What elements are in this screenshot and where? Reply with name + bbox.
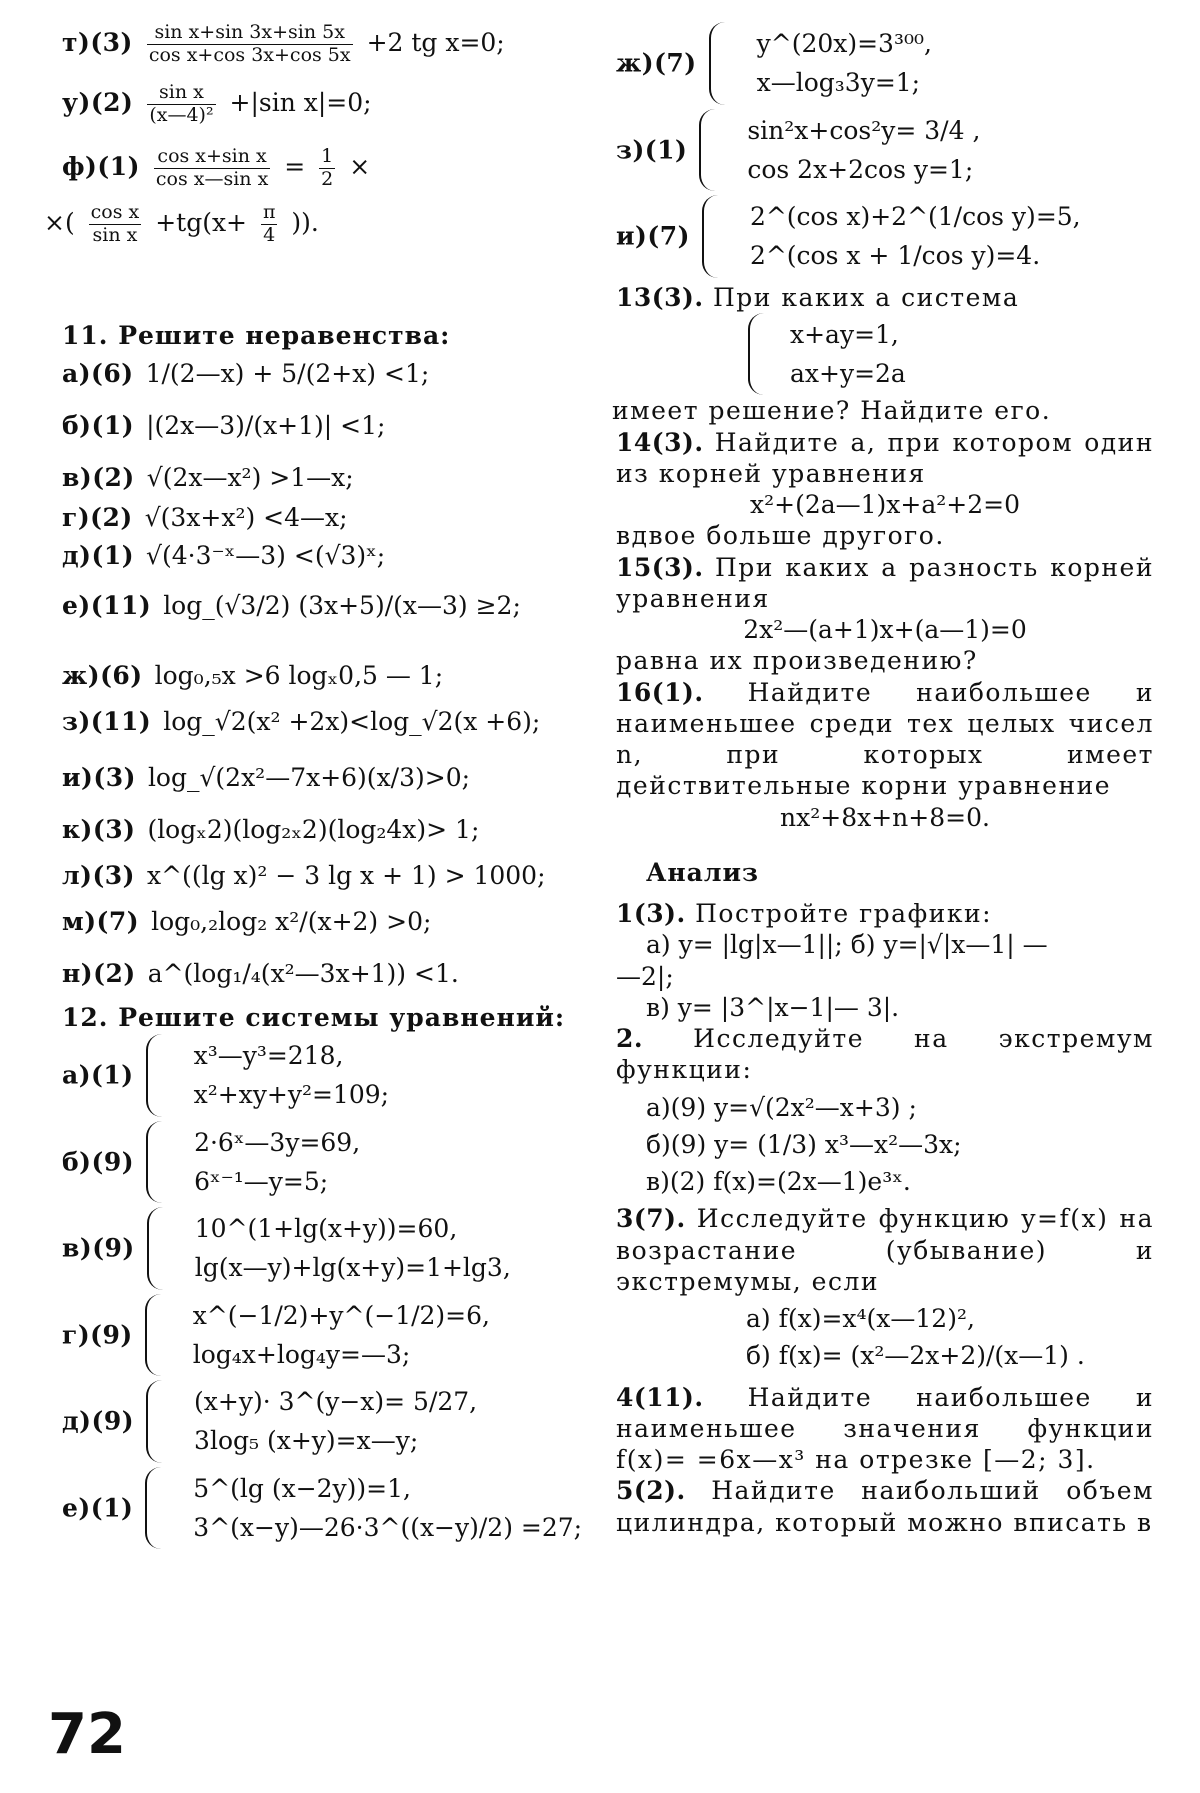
ex11-list: [62, 358, 602, 1002]
analysis-1-b: —2|;: [616, 961, 674, 991]
ex11-item: [62, 906, 602, 958]
item-label: з)(1): [616, 135, 688, 165]
expression: log_(√3/2) (3x+5)/(x—3) ≥2;: [163, 591, 521, 620]
expression: 1/(2—x) + 5/(2+x) <1;: [145, 359, 430, 388]
item-label: ф)(1): [62, 151, 140, 181]
ex12-item: [62, 1207, 602, 1290]
expression: √(4·3⁻ˣ—3) <(√3)ˣ;: [146, 541, 386, 570]
analysis-4: [616, 1382, 1154, 1476]
ex12-continuation-list: [616, 22, 1154, 278]
fraction: [89, 202, 142, 247]
ex11-item: [62, 590, 602, 660]
ex14: [616, 427, 1154, 490]
exercise-number: 4(11).: [616, 1382, 704, 1412]
expression: x^((lg x)² − 3 lg x + 1) > 1000;: [147, 861, 546, 890]
expression: √(2x—x²) >1—x;: [146, 463, 354, 492]
exercise-number: 2.: [616, 1024, 644, 1053]
exercise-number: 16(1).: [616, 677, 704, 707]
numerator: cos x: [90, 201, 140, 223]
denominator: 4: [263, 223, 276, 246]
exercise-number: 1(3).: [616, 899, 686, 928]
ex16: [616, 677, 1154, 802]
item-label: а)(1): [62, 1060, 134, 1090]
expression: (logₓ2)(log₂ₓ2)(log₂4x)> 1;: [147, 815, 480, 844]
exercise-number: 14(3).: [616, 427, 704, 457]
numerator: sin x+sin 3x+sin 5x: [147, 22, 353, 45]
ex11-item: [62, 410, 602, 462]
denominator: cos x+cos 3x+cos 5x: [148, 43, 351, 66]
denominator: (x—4)²: [149, 103, 214, 126]
equation: 10^(1+lg(x+y))=60,: [194, 1214, 458, 1243]
numerator: 1: [321, 145, 334, 167]
analysis-3-a: а) f(x)=x⁴(x—12)²,: [746, 1304, 975, 1333]
exercise-text: При каких a система: [713, 282, 1020, 312]
exercise-text: При каких a разность корней уравнения: [616, 552, 1154, 613]
analysis-1: [616, 898, 1154, 929]
item-label: в)(2): [62, 463, 135, 492]
ex12-item: [62, 1121, 602, 1204]
ex11-item: [62, 358, 602, 410]
equation-system: [145, 1467, 582, 1550]
fraction: [147, 22, 353, 67]
right-column: [612, 22, 1155, 1538]
exercise-text: Найдите наибольший объем цилиндра, который можно вписать в: [616, 1476, 1154, 1537]
ex11-item: [62, 762, 602, 814]
equation: ax+y=2a: [790, 359, 906, 388]
ex12-item: [616, 195, 1154, 278]
equals-sign: =: [284, 151, 306, 181]
equation: 2^(cos x + 1/cos y)=4.: [749, 241, 1041, 271]
equation-system: [146, 1121, 360, 1204]
item-label: и)(7): [616, 221, 690, 251]
equation: y^(20x)=3³⁰⁰,: [756, 29, 932, 58]
analysis-3: [616, 1203, 1154, 1297]
equation: x+ay=1,: [790, 319, 899, 349]
exercise-number: 13(3).: [616, 282, 704, 312]
ex13: [616, 282, 1154, 313]
equation: x²+xy+y²=109;: [193, 1080, 390, 1110]
item-label: б)(9): [62, 1147, 135, 1177]
ex12-item: [62, 1380, 602, 1463]
item-label: б)(1): [62, 411, 135, 440]
ex12-list: [62, 1034, 602, 1549]
equation-system: [702, 195, 1081, 278]
ex11-item: [62, 860, 602, 906]
item-label: л)(3): [62, 861, 136, 890]
ex10-item-t: [62, 22, 602, 82]
ex16-equation: nx²+8x+n+8=0.: [780, 802, 990, 832]
ex13-after: имеет решение? Найдите его.: [612, 396, 1052, 426]
ex15-after: равна их произведению?: [616, 646, 978, 676]
equation-system: [699, 109, 980, 192]
numerator: cos x+sin x: [154, 146, 270, 169]
ex15-equation: 2x²—(a+1)x+(a—1)=0: [743, 615, 1027, 644]
item-label: к)(3): [62, 815, 136, 844]
ex15: [616, 552, 1154, 615]
exercise-text: Исследуйте функцию y=f(x) на возрастание (убывание) и экстремумы, если: [616, 1204, 1155, 1296]
numerator: sin x: [147, 82, 215, 105]
item-label: г)(9): [62, 1320, 133, 1350]
equation: lg(x—y)+lg(x+y)=1+lg3,: [194, 1253, 511, 1283]
equation-system: [709, 22, 932, 105]
denominator: 2: [321, 167, 334, 190]
ex10-item-u: [62, 82, 602, 146]
denominator: cos x—sin x: [155, 167, 269, 190]
item-label: и)(3): [62, 763, 136, 792]
expression: log_√2(x² +2x)<log_√2(x +6);: [163, 707, 541, 736]
times-sign: ×: [349, 151, 371, 181]
analysis-2-c: в)(2) f(x)=(2x—1)e³ˣ.: [646, 1167, 911, 1196]
equation: 2^(cos x)+2^(1/cos y)=5,: [749, 202, 1081, 231]
equation: 3^(x−y)—26·3^((x−y)/2) =27;: [193, 1512, 583, 1542]
expression-part: ×(: [44, 207, 75, 237]
item-label: у)(2): [62, 87, 134, 117]
ex12-item: [62, 1467, 602, 1550]
ex13-system: [736, 313, 1154, 396]
item-label: д)(1): [62, 541, 135, 570]
ex11-item: [62, 462, 602, 502]
item-label: а)(6): [62, 359, 134, 388]
exercise-number: 5(2).: [616, 1476, 686, 1506]
expression-tail: +|sin x|=0;: [229, 87, 372, 117]
item-label: м)(7): [62, 907, 140, 936]
equation: x^(−1/2)+y^(−1/2)=6,: [192, 1300, 490, 1330]
ex12-item: [62, 1294, 602, 1377]
exercise-text: Исследуйте на экстремум функции:: [616, 1024, 1154, 1085]
expression: a^(log₁/₄(x²—3x+1)) <1.: [147, 959, 459, 988]
equation: (x+y)· 3^(y−x)= 5/27,: [194, 1387, 478, 1416]
item-label: д)(9): [62, 1406, 135, 1436]
fraction: [261, 202, 278, 247]
expression-tail: +2 tg x=0;: [366, 27, 505, 57]
exercise-number: 15(3).: [616, 552, 704, 582]
equation-system: [145, 1294, 490, 1377]
analysis-2: [616, 1023, 1154, 1086]
equation: log₄x+log₄y=—3;: [192, 1339, 411, 1369]
expression: √(3x+x²) <4—x;: [144, 503, 348, 532]
ex11-item: [62, 660, 602, 706]
analysis-heading: Анализ: [646, 857, 759, 887]
ex11-item: [62, 814, 602, 860]
ex12-item: [62, 1034, 602, 1117]
ex11-item: [62, 706, 602, 762]
analysis-3-b: б) f(x)= (x²—2x+2)/(x—1) .: [746, 1341, 1085, 1371]
expression: log_√(2x²—7x+6)(x/3)>0;: [147, 763, 471, 792]
analysis-5: [616, 1475, 1154, 1538]
ex12-item: [616, 109, 1154, 192]
exercise-text: Найдите наибольшее и наименьшее среди тех целых чисел n, при которых имеет действительные корни уравнение: [616, 677, 1154, 801]
item-label: ж)(6): [62, 661, 143, 690]
equation: 2·6ˣ—3y=69,: [194, 1127, 361, 1157]
item-label: ж)(7): [616, 48, 697, 78]
ex14-equation: x²+(2a—1)x+a²+2=0: [750, 490, 1020, 519]
analysis-1-a: а) y= |lg|x—1||; б) y=|√|x—1| —: [646, 930, 1048, 960]
ex10-item-f: [62, 146, 602, 202]
exercise-number: 3(7).: [616, 1204, 686, 1234]
fraction: [319, 146, 335, 191]
expression-part: +tg(x+: [155, 207, 247, 237]
analysis-2-b: б)(9) y= (1/3) x³—x²—3x;: [646, 1129, 962, 1159]
page-number: 72: [48, 1702, 126, 1767]
expression: |(2x—3)/(x+1)| <1;: [146, 411, 386, 440]
numerator: π: [262, 201, 276, 223]
ex11-heading: 11. Решите неравенства:: [62, 321, 451, 350]
equation: x—log₃3y=1;: [756, 68, 921, 98]
equation: x³—y³=218,: [193, 1041, 344, 1070]
item-label: г)(2): [62, 503, 133, 532]
item-label: е)(11): [62, 591, 152, 620]
expression: log₀,₂log₂ x²/(x+2) >0;: [151, 907, 432, 936]
equation-system: [147, 1207, 511, 1290]
equation: sin²x+cos²y= 3/4 ,: [747, 115, 981, 145]
expression-part: )).: [291, 207, 319, 237]
left-column: [44, 21, 602, 1553]
expression: log₀,₅x >6 logₓ0,5 — 1;: [154, 661, 444, 690]
ex11-item: [62, 540, 602, 590]
denominator: sin x: [92, 223, 138, 246]
fraction: [147, 82, 215, 127]
ex14-after: вдвое больше другого.: [616, 521, 945, 551]
ex11-item: [62, 958, 602, 1002]
exercise-text: Постройте графики:: [695, 899, 993, 928]
analysis-2-a: а)(9) y=√(2x²—x+3) ;: [646, 1092, 917, 1122]
equation: 6ˣ⁻¹—y=5;: [194, 1166, 329, 1196]
ex12-item: [616, 22, 1154, 105]
equation-system: [146, 1034, 389, 1117]
exercise-text: Найдите a, при котором один из корней уравнения: [616, 427, 1154, 488]
ex10-item-f-continuation: [44, 202, 602, 312]
analysis-1-c: в) y= |3^|x−1|— 3|.: [646, 992, 900, 1022]
ex11-item: [62, 502, 602, 540]
item-label: е)(1): [62, 1493, 134, 1523]
item-label: т)(3): [62, 27, 133, 57]
exercise-text: Найдите наибольшее и наименьшее значения функции f(x)= =6x—x³ на отрезке [—2; 3].: [616, 1382, 1154, 1474]
equation: cos 2x+2cos y=1;: [747, 154, 974, 184]
equation: 3log₅ (x+y)=x—y;: [194, 1426, 419, 1456]
equation: 5^(lg (x−2y))=1,: [193, 1473, 411, 1503]
item-label: з)(11): [62, 707, 152, 736]
item-label: в)(9): [62, 1233, 135, 1263]
ex12-heading: 12. Решите системы уравнений:: [62, 1003, 566, 1032]
item-label: н)(2): [62, 959, 136, 988]
fraction: [154, 146, 270, 191]
equation-system: [146, 1380, 477, 1463]
